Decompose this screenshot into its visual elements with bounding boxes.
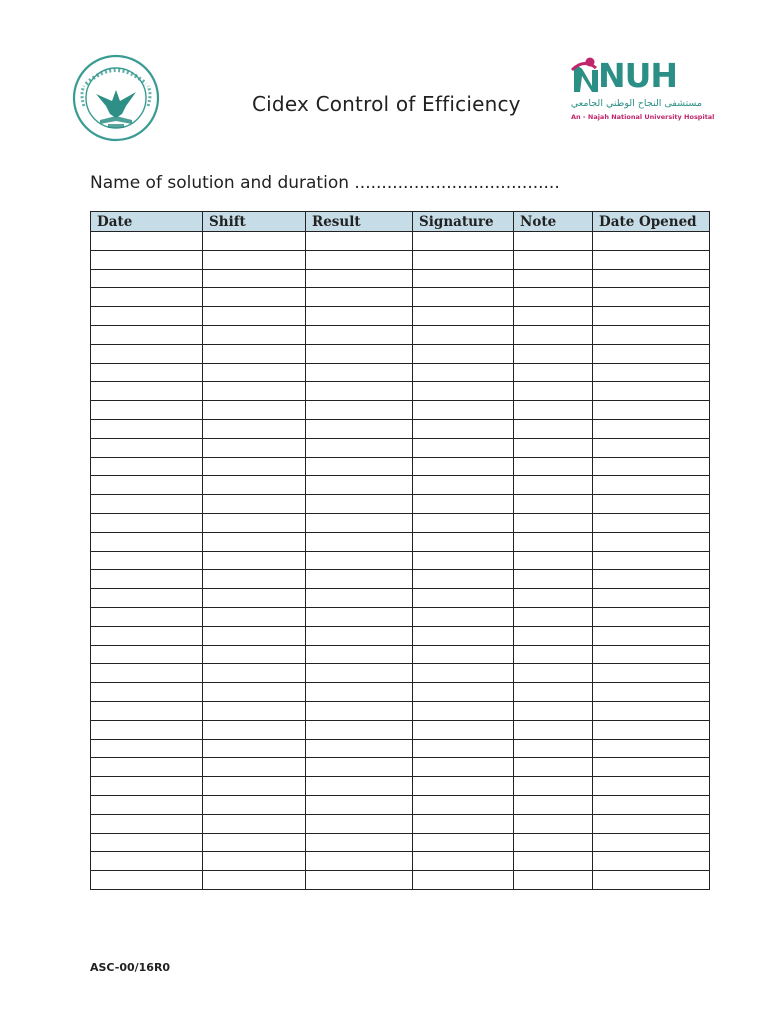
- table-row: [91, 269, 710, 288]
- cell-date-opened[interactable]: [593, 739, 710, 758]
- cell-note[interactable]: [514, 871, 593, 890]
- table-row: [91, 645, 710, 664]
- table-row: [91, 701, 710, 720]
- cell-date[interactable]: [91, 720, 203, 739]
- cell-result[interactable]: [306, 833, 413, 852]
- cell-note[interactable]: [514, 513, 593, 532]
- cell-result[interactable]: [306, 777, 413, 796]
- cell-signature[interactable]: [413, 645, 514, 664]
- cell-signature[interactable]: [413, 589, 514, 608]
- cell-result[interactable]: [306, 325, 413, 344]
- cell-date[interactable]: [91, 513, 203, 532]
- cell-shift[interactable]: [203, 833, 306, 852]
- cell-date[interactable]: [91, 758, 203, 777]
- table-row: [91, 401, 710, 420]
- cell-result[interactable]: [306, 457, 413, 476]
- cell-shift[interactable]: [203, 250, 306, 269]
- cell-shift[interactable]: [203, 269, 306, 288]
- cell-date-opened[interactable]: [593, 777, 710, 796]
- cell-date-opened[interactable]: [593, 344, 710, 363]
- cell-shift[interactable]: [203, 777, 306, 796]
- cell-date-opened[interactable]: [593, 607, 710, 626]
- cell-date[interactable]: [91, 551, 203, 570]
- cell-shift[interactable]: [203, 438, 306, 457]
- efficiency-log-table: [90, 211, 710, 890]
- cell-note[interactable]: [514, 250, 593, 269]
- cell-signature[interactable]: [413, 758, 514, 777]
- cell-signature[interactable]: [413, 307, 514, 326]
- cell-result[interactable]: [306, 269, 413, 288]
- cell-note[interactable]: [514, 457, 593, 476]
- cell-shift[interactable]: [203, 683, 306, 702]
- table-row: [91, 664, 710, 683]
- cell-note[interactable]: [514, 307, 593, 326]
- cell-date-opened[interactable]: [593, 871, 710, 890]
- cell-date[interactable]: [91, 645, 203, 664]
- cell-date[interactable]: [91, 589, 203, 608]
- cell-date[interactable]: [91, 607, 203, 626]
- cell-date-opened[interactable]: [593, 457, 710, 476]
- cell-signature[interactable]: [413, 626, 514, 645]
- cell-signature[interactable]: [413, 720, 514, 739]
- logo-letters: NUH: [598, 56, 678, 95]
- cell-result[interactable]: [306, 739, 413, 758]
- cell-shift[interactable]: [203, 307, 306, 326]
- table-row: [91, 758, 710, 777]
- cell-shift[interactable]: [203, 476, 306, 495]
- cell-date-opened[interactable]: [593, 532, 710, 551]
- column-header-result: Result: [306, 212, 413, 232]
- table-body: [91, 232, 710, 890]
- column-header-note: Note: [514, 212, 593, 232]
- cell-shift[interactable]: [203, 871, 306, 890]
- table-row: [91, 232, 710, 251]
- cell-result[interactable]: [306, 645, 413, 664]
- cell-date[interactable]: [91, 457, 203, 476]
- cell-shift[interactable]: [203, 325, 306, 344]
- cell-shift[interactable]: [203, 457, 306, 476]
- table-row: [91, 683, 710, 702]
- cell-date-opened[interactable]: [593, 626, 710, 645]
- page-title: Cidex Control of Efficiency: [252, 92, 521, 116]
- cell-signature[interactable]: [413, 513, 514, 532]
- cell-result[interactable]: [306, 814, 413, 833]
- cell-note[interactable]: [514, 852, 593, 871]
- cell-note[interactable]: [514, 269, 593, 288]
- cell-signature[interactable]: [413, 833, 514, 852]
- cell-signature[interactable]: [413, 852, 514, 871]
- cell-note[interactable]: [514, 476, 593, 495]
- column-header-date-opened: Date Opened: [593, 212, 710, 232]
- cell-result[interactable]: [306, 720, 413, 739]
- cell-shift[interactable]: [203, 814, 306, 833]
- cell-note[interactable]: [514, 645, 593, 664]
- cell-shift[interactable]: [203, 758, 306, 777]
- cell-shift[interactable]: [203, 363, 306, 382]
- cell-date-opened[interactable]: [593, 570, 710, 589]
- table-row: [91, 438, 710, 457]
- cell-result[interactable]: [306, 570, 413, 589]
- cell-date[interactable]: [91, 777, 203, 796]
- cell-shift[interactable]: [203, 419, 306, 438]
- cell-note[interactable]: [514, 795, 593, 814]
- cell-date-opened[interactable]: [593, 758, 710, 777]
- hospital-logo: [570, 56, 715, 128]
- cell-note[interactable]: [514, 607, 593, 626]
- cell-signature[interactable]: [413, 438, 514, 457]
- cell-shift[interactable]: [203, 288, 306, 307]
- cell-signature[interactable]: [413, 363, 514, 382]
- table-row: [91, 852, 710, 871]
- cell-shift[interactable]: [203, 739, 306, 758]
- cell-date[interactable]: [91, 833, 203, 852]
- cell-result[interactable]: [306, 232, 413, 251]
- cell-note[interactable]: [514, 325, 593, 344]
- cell-note[interactable]: [514, 344, 593, 363]
- cell-date-opened[interactable]: [593, 419, 710, 438]
- cell-date-opened[interactable]: [593, 476, 710, 495]
- cell-date-opened[interactable]: [593, 701, 710, 720]
- cell-shift[interactable]: [203, 551, 306, 570]
- cell-result[interactable]: [306, 401, 413, 420]
- cell-date[interactable]: [91, 250, 203, 269]
- cell-note[interactable]: [514, 495, 593, 514]
- cell-result[interactable]: [306, 551, 413, 570]
- table-row: [91, 513, 710, 532]
- cell-signature[interactable]: [413, 250, 514, 269]
- table-row: [91, 607, 710, 626]
- table-row: [91, 363, 710, 382]
- cell-note[interactable]: [514, 419, 593, 438]
- table-row: [91, 288, 710, 307]
- cell-signature[interactable]: [413, 607, 514, 626]
- logo-arabic-name: مستشفى النجاح الوطني الجامعي: [570, 98, 702, 109]
- cell-date-opened[interactable]: [593, 382, 710, 401]
- cell-date[interactable]: [91, 288, 203, 307]
- cell-result[interactable]: [306, 683, 413, 702]
- cell-note[interactable]: [514, 532, 593, 551]
- cell-shift[interactable]: [203, 513, 306, 532]
- cell-date[interactable]: [91, 438, 203, 457]
- cell-note[interactable]: [514, 814, 593, 833]
- table-row: [91, 795, 710, 814]
- table-row: [91, 495, 710, 514]
- cell-date[interactable]: [91, 307, 203, 326]
- table-row: [91, 457, 710, 476]
- table-row: [91, 250, 710, 269]
- table-row: [91, 382, 710, 401]
- cell-date-opened[interactable]: [593, 232, 710, 251]
- cell-shift[interactable]: [203, 495, 306, 514]
- cell-date[interactable]: [91, 382, 203, 401]
- cell-date[interactable]: [91, 701, 203, 720]
- cell-signature[interactable]: [413, 683, 514, 702]
- cell-note[interactable]: [514, 401, 593, 420]
- table-row: [91, 739, 710, 758]
- cell-date[interactable]: [91, 683, 203, 702]
- table-row: [91, 833, 710, 852]
- cell-signature[interactable]: [413, 739, 514, 758]
- cell-signature[interactable]: [413, 288, 514, 307]
- cell-result[interactable]: [306, 288, 413, 307]
- table-row: [91, 871, 710, 890]
- cell-note[interactable]: [514, 739, 593, 758]
- cell-date[interactable]: [91, 232, 203, 251]
- cell-note[interactable]: [514, 551, 593, 570]
- cell-date-opened[interactable]: [593, 814, 710, 833]
- cell-date[interactable]: [91, 419, 203, 438]
- cell-note[interactable]: [514, 382, 593, 401]
- cell-signature[interactable]: [413, 532, 514, 551]
- cell-shift[interactable]: [203, 607, 306, 626]
- solution-duration-field[interactable]: Name of solution and duration ......................................: [90, 173, 560, 193]
- cell-result[interactable]: [306, 532, 413, 551]
- cell-shift[interactable]: [203, 720, 306, 739]
- table-row: [91, 777, 710, 796]
- cell-note[interactable]: [514, 758, 593, 777]
- table-row: [91, 589, 710, 608]
- cell-result[interactable]: [306, 363, 413, 382]
- cell-result[interactable]: [306, 382, 413, 401]
- cell-date-opened[interactable]: [593, 795, 710, 814]
- table-row: [91, 344, 710, 363]
- cell-signature[interactable]: [413, 777, 514, 796]
- cell-signature[interactable]: [413, 795, 514, 814]
- table-row: [91, 551, 710, 570]
- cell-result[interactable]: [306, 701, 413, 720]
- cell-result[interactable]: [306, 795, 413, 814]
- cell-shift[interactable]: [203, 626, 306, 645]
- university-seal-icon: [72, 54, 160, 142]
- cell-result[interactable]: [306, 852, 413, 871]
- cell-shift[interactable]: [203, 664, 306, 683]
- cell-signature[interactable]: [413, 325, 514, 344]
- cell-note[interactable]: [514, 570, 593, 589]
- cell-signature[interactable]: [413, 476, 514, 495]
- cell-result[interactable]: [306, 607, 413, 626]
- cell-result[interactable]: [306, 476, 413, 495]
- cell-shift[interactable]: [203, 852, 306, 871]
- cell-shift[interactable]: [203, 382, 306, 401]
- table-row: [91, 626, 710, 645]
- cell-date[interactable]: [91, 871, 203, 890]
- cell-signature[interactable]: [413, 419, 514, 438]
- cell-signature[interactable]: [413, 232, 514, 251]
- cell-note[interactable]: [514, 720, 593, 739]
- cell-date-opened[interactable]: [593, 664, 710, 683]
- cell-signature[interactable]: [413, 701, 514, 720]
- cell-date[interactable]: [91, 626, 203, 645]
- hospital-figure-icon: [570, 56, 600, 94]
- cell-shift[interactable]: [203, 232, 306, 251]
- cell-date-opened[interactable]: [593, 401, 710, 420]
- cell-result[interactable]: [306, 664, 413, 683]
- cell-date-opened[interactable]: [593, 683, 710, 702]
- cell-date-opened[interactable]: [593, 720, 710, 739]
- cell-shift[interactable]: [203, 645, 306, 664]
- cell-result[interactable]: [306, 758, 413, 777]
- cell-shift[interactable]: [203, 570, 306, 589]
- cell-result[interactable]: [306, 513, 413, 532]
- cell-date-opened[interactable]: [593, 852, 710, 871]
- cell-date[interactable]: [91, 476, 203, 495]
- cell-date-opened[interactable]: [593, 495, 710, 514]
- cell-shift[interactable]: [203, 795, 306, 814]
- table-row: [91, 325, 710, 344]
- table-row: [91, 419, 710, 438]
- cell-date[interactable]: [91, 739, 203, 758]
- table-row: [91, 814, 710, 833]
- cell-date[interactable]: [91, 852, 203, 871]
- cell-signature[interactable]: [413, 664, 514, 683]
- cell-date-opened[interactable]: [593, 250, 710, 269]
- cell-date-opened[interactable]: [593, 288, 710, 307]
- cell-note[interactable]: [514, 701, 593, 720]
- cell-note[interactable]: [514, 232, 593, 251]
- cell-result[interactable]: [306, 250, 413, 269]
- cell-shift[interactable]: [203, 401, 306, 420]
- cell-result[interactable]: [306, 438, 413, 457]
- cell-date[interactable]: [91, 814, 203, 833]
- cell-date-opened[interactable]: [593, 589, 710, 608]
- cell-shift[interactable]: [203, 701, 306, 720]
- cell-shift[interactable]: [203, 344, 306, 363]
- table-row: [91, 720, 710, 739]
- cell-result[interactable]: [306, 419, 413, 438]
- cell-signature[interactable]: [413, 401, 514, 420]
- cell-note[interactable]: [514, 664, 593, 683]
- cell-date[interactable]: [91, 532, 203, 551]
- cell-date-opened[interactable]: [593, 269, 710, 288]
- cell-date-opened[interactable]: [593, 551, 710, 570]
- column-header-signature: Signature: [413, 212, 514, 232]
- cell-date-opened[interactable]: [593, 513, 710, 532]
- cell-date[interactable]: [91, 344, 203, 363]
- cell-signature[interactable]: [413, 457, 514, 476]
- cell-date[interactable]: [91, 495, 203, 514]
- cell-date-opened[interactable]: [593, 438, 710, 457]
- cell-signature[interactable]: [413, 344, 514, 363]
- table-row: [91, 532, 710, 551]
- cell-date[interactable]: [91, 325, 203, 344]
- cell-result[interactable]: [306, 307, 413, 326]
- document-code: ASC-00/16R0: [90, 961, 171, 974]
- cell-date-opened[interactable]: [593, 645, 710, 664]
- cell-note[interactable]: [514, 288, 593, 307]
- cell-date[interactable]: [91, 269, 203, 288]
- column-header-date: Date: [91, 212, 203, 232]
- logo-english-name: An - Najah National University Hospital: [571, 113, 715, 121]
- cell-note[interactable]: [514, 438, 593, 457]
- cell-result[interactable]: [306, 344, 413, 363]
- cell-signature[interactable]: [413, 269, 514, 288]
- cell-signature[interactable]: [413, 871, 514, 890]
- table-row: [91, 570, 710, 589]
- cell-note[interactable]: [514, 833, 593, 852]
- cell-date[interactable]: [91, 664, 203, 683]
- cell-note[interactable]: [514, 626, 593, 645]
- column-header-shift: Shift: [203, 212, 306, 232]
- cell-shift[interactable]: [203, 532, 306, 551]
- cell-signature[interactable]: [413, 570, 514, 589]
- cell-date[interactable]: [91, 795, 203, 814]
- cell-signature[interactable]: [413, 551, 514, 570]
- cell-note[interactable]: [514, 777, 593, 796]
- cell-note[interactable]: [514, 589, 593, 608]
- cell-note[interactable]: [514, 363, 593, 382]
- cell-signature[interactable]: [413, 814, 514, 833]
- cell-signature[interactable]: [413, 382, 514, 401]
- table-header-row: [91, 212, 710, 232]
- cell-date-opened[interactable]: [593, 363, 710, 382]
- cell-date[interactable]: [91, 363, 203, 382]
- table-row: [91, 307, 710, 326]
- cell-date-opened[interactable]: [593, 307, 710, 326]
- cell-signature[interactable]: [413, 495, 514, 514]
- cell-result[interactable]: [306, 495, 413, 514]
- cell-result[interactable]: [306, 871, 413, 890]
- cell-note[interactable]: [514, 683, 593, 702]
- cell-result[interactable]: [306, 589, 413, 608]
- cell-date[interactable]: [91, 570, 203, 589]
- cell-date[interactable]: [91, 401, 203, 420]
- cell-shift[interactable]: [203, 589, 306, 608]
- cell-date-opened[interactable]: [593, 325, 710, 344]
- cell-result[interactable]: [306, 626, 413, 645]
- cell-date-opened[interactable]: [593, 833, 710, 852]
- table-row: [91, 476, 710, 495]
